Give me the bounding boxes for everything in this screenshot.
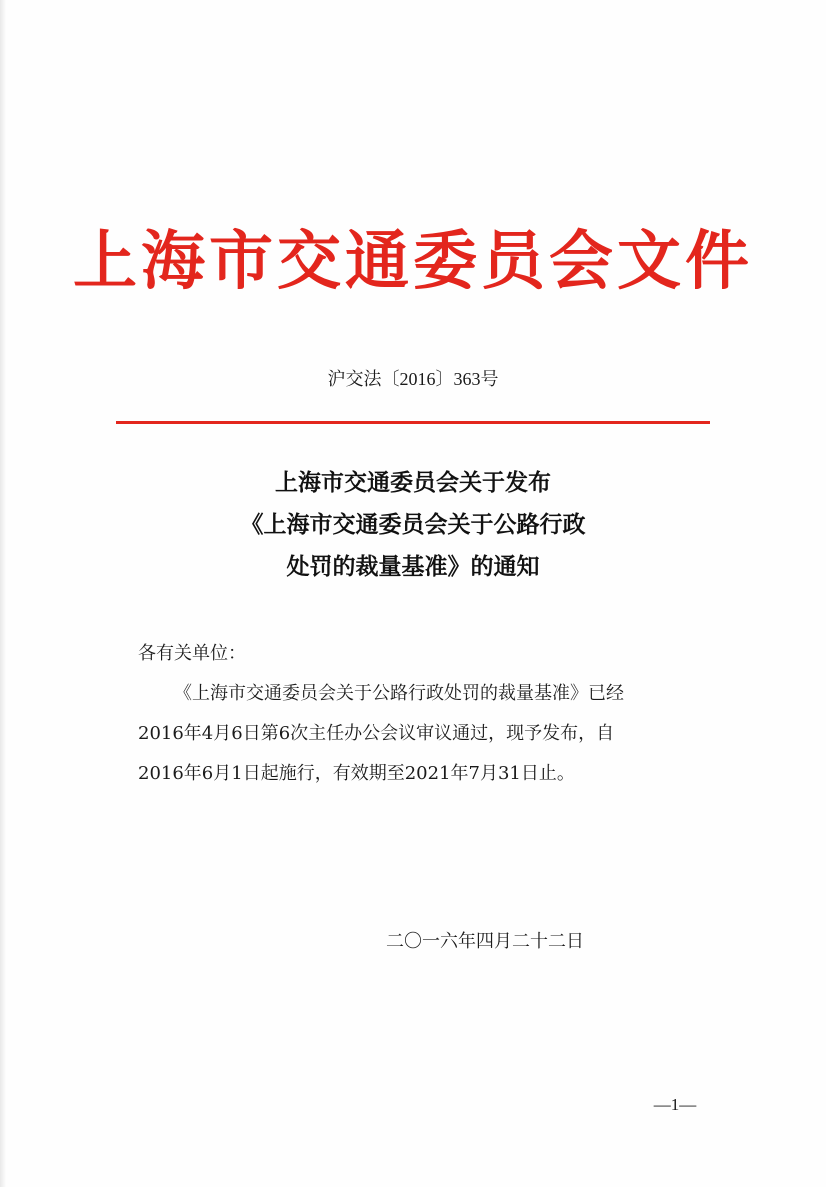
title-line-3: 处罚的裁量基准》的通知 <box>286 553 540 580</box>
issue-date: 二〇一六年四月二十二日 <box>386 931 584 952</box>
page-number: —1— <box>653 1095 697 1114</box>
title-line-2: 《上海市交通委员会关于公路行政 <box>240 511 586 538</box>
document-number: 沪交法〔2016〕363号 <box>327 369 499 389</box>
body-line-1: 《上海市交通委员会关于公路行政处罚的裁量基准》已经 <box>174 683 624 704</box>
masthead-red-divider <box>116 421 710 424</box>
document-masthead: 上海市交通委员会文件 <box>73 224 753 299</box>
notice-body <box>138 634 718 794</box>
body-line-2: 2016年4月6日第6次主任办公会议审议通过，现予发布，自 <box>138 723 615 744</box>
page-edge-shadow <box>0 0 6 1187</box>
notice-title <box>0 462 826 588</box>
salutation: 各有关单位： <box>138 643 246 664</box>
body-line-3: 2016年6月1日起施行，有效期至2021年7月31日止。 <box>138 763 575 784</box>
title-line-1: 上海市交通委员会关于发布 <box>275 469 551 496</box>
